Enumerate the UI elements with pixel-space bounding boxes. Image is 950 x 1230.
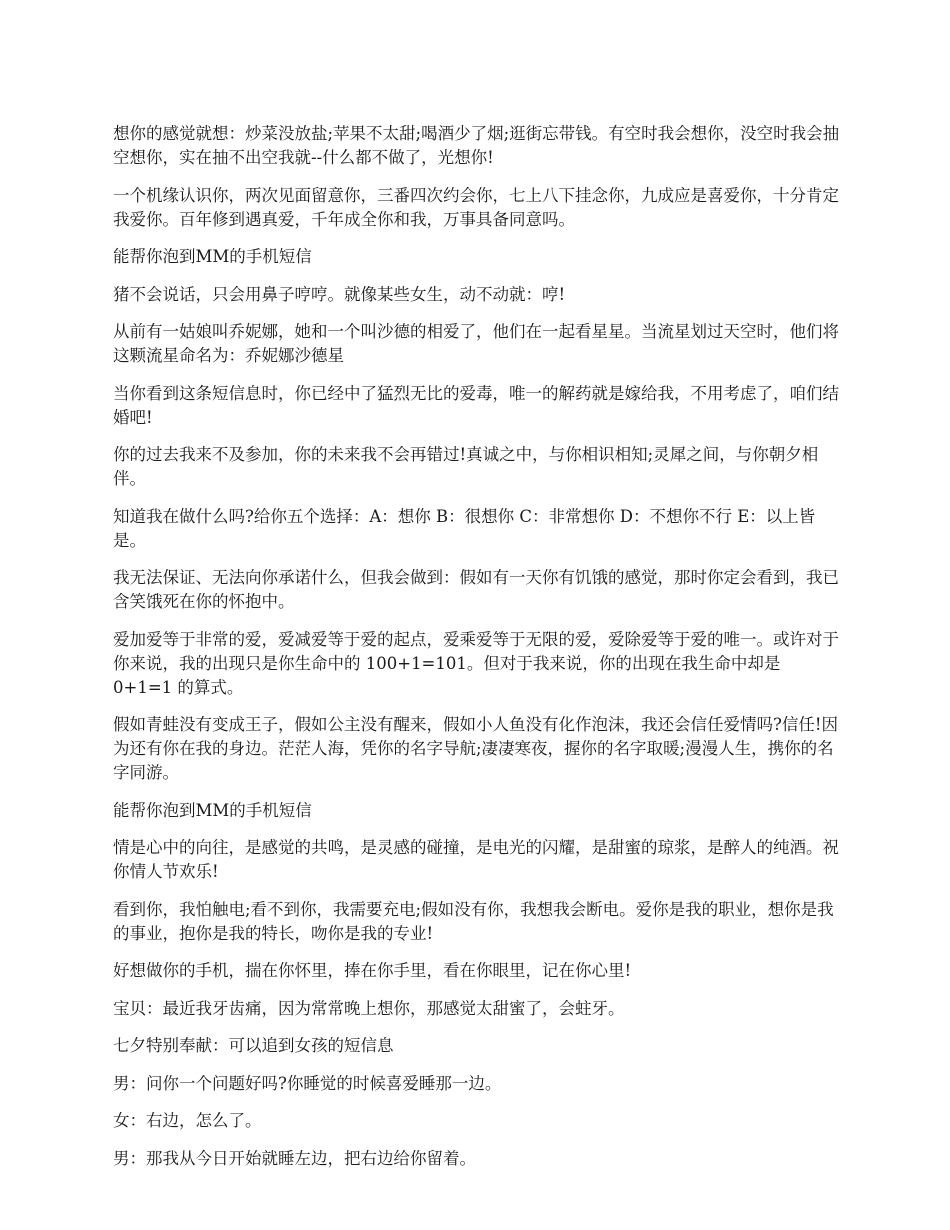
paragraph: 宝贝：最近我牙齿痛，因为常常晚上想你，那感觉太甜蜜了，会蛀牙。 — [113, 998, 625, 1018]
dialogue-line: 女：右边，怎么了。 — [113, 1111, 262, 1130]
document-page — [113, 122, 843, 1184]
paragraph: 一个机缘认识你，两次见面留意你，三番四次约会你，七上八下挂念你，九成应是喜爱你，十分肯定我爱你。百年修到遇真爱，千年成全你和我，万事具备同意吗。 — [113, 185, 839, 229]
paragraph: 我无法保证、无法向你承诺什么，但我会做到：假如有一天你有饥饿的感觉，那时你定会看到，我已含笑饿死在你的怀抱中。 — [113, 568, 839, 611]
paragraph: 想你的感觉就想：炒菜没放盐;苹果不太甜;喝酒少了烟;逛街忘带钱。有空时我会想你，没空时我会抽空想你，实在抽不出空我就--什么都不做了，光想你! — [113, 124, 840, 167]
paragraph: 当你看到这条短信息时，你已经中了猛烈无比的爱毒，唯一的解药就是嫁给我，不用考虑了，咱们结婚吧! — [113, 383, 839, 427]
section-heading: 能帮你泡到MM的手机短信 — [113, 800, 312, 820]
section-heading: 能帮你泡到MM的手机短信 — [113, 247, 312, 266]
paragraph: 看到你，我怕触电;看不到你，我需要充电;假如没有你，我想我会断电。爱你是我的职业，想你是我的事业，抱你是我的特长，吻你是我的专业! — [113, 899, 834, 943]
paragraph: 猪不会说话，只会用鼻子哼哼。就像某些女生，动不动就：哼! — [113, 284, 566, 304]
paragraph: 好想做你的手机，揣在你怀里，捧在你手里，看在你眼里，记在你心里! — [113, 961, 632, 980]
paragraph: 你的过去我来不及参加，你的未来我不会再错过!真诚之中，与你相识相知;灵犀之间，与你朝夕相伴。 — [113, 445, 819, 488]
paragraph: 知道我在做什么吗?给你五个选择：A：想你 B：很想你 C：非常想你 D：不想你不行 E：以上皆是。 — [113, 506, 816, 550]
paragraph: 情是心中的向往，是感觉的共鸣，是灵感的碰撞，是电光的闪耀，是甜蜜的琼浆，是醉人的纯酒。祝你情人节欢乐! — [113, 838, 839, 881]
paragraph: 爱加爱等于非常的爱，爱减爱等于爱的起点，爱乘爱等于无限的爱，爱除爱等于爱的唯一。或许对于你来说，我的出现只是你生命中的 100+1=101。但对于我来说，你的出现在我生命中却是 0+1=1 的算式。 — [113, 629, 839, 697]
paragraph: 假如青蛙没有变成王子，假如公主没有醒来，假如小人鱼没有化作泡沫，我还会信任爱情吗?信任!因为还有你在我的身边。茫茫人海，凭你的名字导航;凄凄寒夜，握你的名字取暖;漫漫人生，携你的名字同游。 — [113, 715, 838, 782]
paragraph: 从前有一姑娘叫乔妮娜，她和一个叫沙德的相爱了，他们在一起看星星。当流星划过天空时，他们将这颗流星命名为：乔妮娜沙德星 — [113, 322, 839, 365]
section-heading: 七夕特别奉献：可以追到女孩的短信息 — [113, 1036, 394, 1055]
dialogue-line: 男：那我从今日开始就睡左边，把右边给你留着。 — [113, 1148, 476, 1168]
dialogue-line: 男：问你一个问题好吗?你睡觉的时候喜爱睡那一边。 — [113, 1073, 502, 1093]
